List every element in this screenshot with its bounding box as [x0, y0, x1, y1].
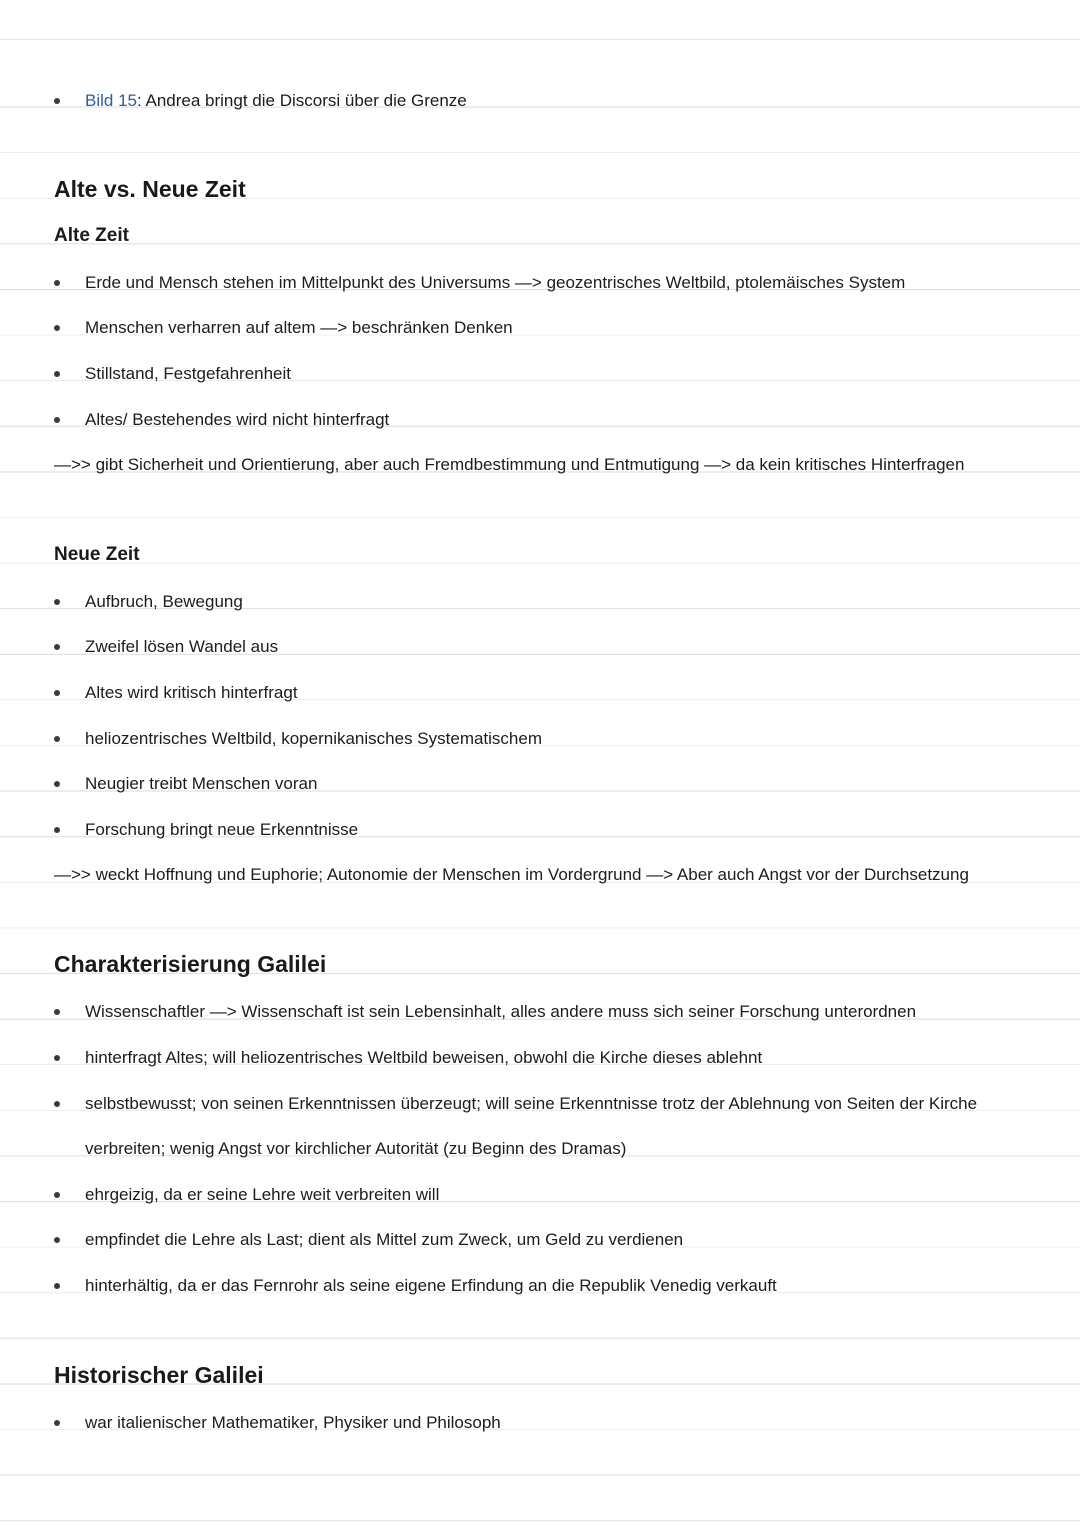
list-item-text: selbstbewusst; von seinen Erkenntnissen überzeugt; will seine Erkenntnisse trotz der Ablehnung von Seiten der Kirche [85, 1094, 978, 1113]
list-item-text: Menschen verharren auf altem —> beschränken Denken [85, 318, 513, 337]
list-item-text: war italienischer Mathematiker, Physiker und Philosoph [85, 1413, 501, 1432]
list-item-text: ehrgeizig, da er seine Lehre weit verbreiten will [85, 1185, 440, 1204]
subheading-title: Neue Zeit [54, 544, 140, 565]
list-item [0, 405, 1080, 435]
list-item [0, 815, 1080, 845]
list-item [0, 1408, 1080, 1438]
subheading-alte-zeit [0, 221, 1080, 251]
list-item [0, 1271, 1080, 1301]
bullet-icon [54, 1283, 60, 1289]
list-item [0, 86, 1080, 116]
list-item [0, 997, 1080, 1027]
list-item [0, 359, 1080, 389]
bullet-icon [54, 736, 60, 742]
bullet-icon [54, 690, 60, 696]
summary-text: —>> gibt Sicherheit und Orientierung, aber auch Fremdbestimmung und Entmutigung —> da kein kritisches Hinterfragen [54, 455, 965, 474]
list-item-text: Wissenschaftler —> Wissenschaft ist sein Lebensinhalt, alles andere muss sich seiner Forschung unterordnen [85, 1002, 917, 1021]
summary-line [0, 860, 1080, 890]
bullet-icon [54, 599, 60, 605]
summary-line [0, 450, 1080, 480]
section-title: Alte vs. Neue Zeit [54, 175, 246, 202]
list-item [0, 724, 1080, 754]
list-item-continuation [0, 1134, 1080, 1164]
list-item-text: Zweifel lösen Wandel aus [85, 637, 279, 656]
list-item [0, 769, 1080, 799]
bullet-icon [54, 1192, 60, 1198]
list-item [0, 1180, 1080, 1210]
list-item [0, 1043, 1080, 1073]
bullet-icon [54, 417, 60, 423]
list-item-text: Erde und Mensch stehen im Mittelpunkt des Universums —> geozentrisches Weltbild, ptolemäisches System [85, 273, 906, 292]
bullet-icon [54, 325, 60, 331]
section-heading-alte-vs-neue-zeit [0, 174, 1080, 204]
list-item-text: verbreiten; wenig Angst vor kirchlicher Autorität (zu Beginn des Dramas) [85, 1139, 627, 1158]
section-title: Historischer Galilei [54, 1361, 264, 1388]
list-item-text: Altes wird kritisch hinterfragt [85, 683, 298, 702]
bild-15-link[interactable]: Bild 15 [85, 91, 137, 110]
list-item [0, 313, 1080, 343]
bullet-icon [54, 1009, 60, 1015]
list-item-text: empfindet die Lehre als Last; dient als Mittel zum Zweck, um Geld zu verdienen [85, 1230, 684, 1249]
bullet-icon [54, 98, 60, 104]
list-item [0, 632, 1080, 662]
bullet-icon [54, 1055, 60, 1061]
list-item-text: Aufbruch, Bewegung [85, 592, 243, 611]
section-heading-historischer-galilei [0, 1360, 1080, 1390]
bullet-icon [54, 280, 60, 286]
list-item-text: hinterfragt Altes; will heliozentrisches Weltbild beweisen, obwohl die Kirche dieses ablehnt [85, 1048, 763, 1067]
list-item-text: Altes/ Bestehendes wird nicht hinterfragt [85, 410, 390, 429]
bullet-icon [54, 371, 60, 377]
bullet-icon [54, 1101, 60, 1107]
list-item-text: Neugier treibt Menschen voran [85, 774, 318, 793]
summary-text: —>> weckt Hoffnung und Euphorie; Autonomie der Menschen im Vordergrund —> Aber auch Angst vor der Durchsetzung [54, 865, 969, 884]
bullet-icon [54, 1420, 60, 1426]
list-item [0, 1089, 1080, 1119]
list-item-text: heliozentrisches Weltbild, kopernikanisches Systematischem [85, 729, 542, 748]
bullet-icon [54, 781, 60, 787]
list-item-text: Forschung bringt neue Erkenntnisse [85, 820, 359, 839]
list-item-text: hinterhältig, da er das Fernrohr als seine eigene Erfindung an die Republik Venedig verkauft [85, 1276, 777, 1295]
list-item-text: : Andrea bringt die Discorsi über die Grenze [136, 91, 467, 110]
list-item-text: Stillstand, Festgefahrenheit [85, 364, 292, 383]
section-heading-charakterisierung [0, 949, 1080, 979]
list-item [0, 268, 1080, 298]
subheading-neue-zeit [0, 540, 1080, 570]
bullet-icon [54, 827, 60, 833]
subheading-title: Alte Zeit [54, 225, 129, 246]
bullet-icon [54, 1237, 60, 1243]
bullet-icon [54, 644, 60, 650]
list-item [0, 678, 1080, 708]
section-title: Charakterisierung Galilei [54, 950, 327, 977]
list-item [0, 587, 1080, 617]
list-item [0, 1225, 1080, 1255]
